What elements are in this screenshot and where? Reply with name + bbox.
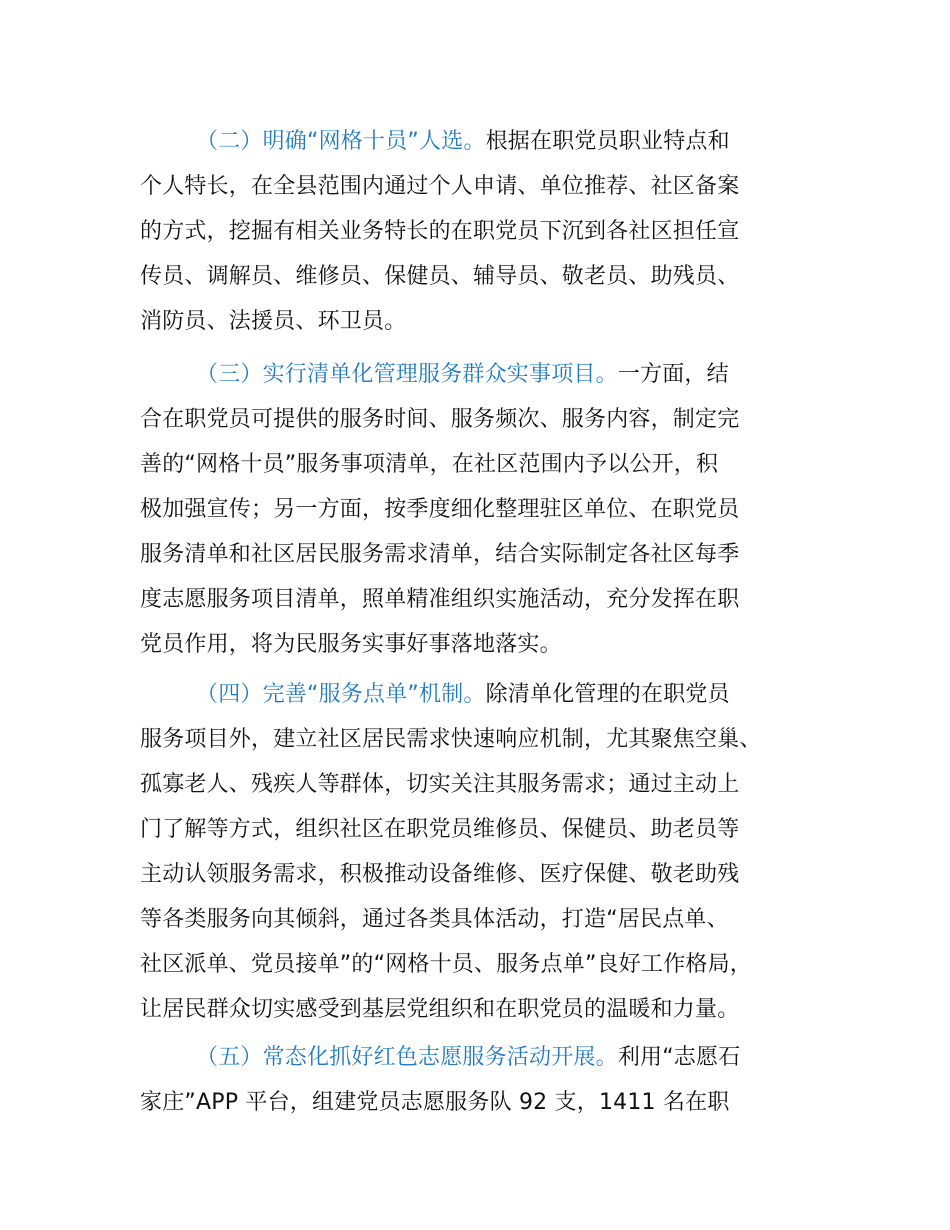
paragraph-line: 门了解等方式，组织社区在职党员维修员、保健员、助老员等 — [140, 817, 740, 842]
paragraph-text: 一方面，结 — [617, 362, 729, 387]
paragraph-line: 服务清单和社区居民服务需求清单，结合实际制定各社区每季 — [140, 542, 740, 567]
paragraph-text: 利用“志愿石 — [617, 1045, 741, 1070]
paragraph-line: 等各类服务向其倾斜，通过各类具体活动，打造“居民点单、 — [140, 907, 729, 932]
paragraph-text: 除清单化管理的在职党员 — [485, 682, 730, 707]
paragraph-heading: （二）明确“网格十员”人选。 — [196, 129, 486, 154]
paragraph-line — [140, 1035, 830, 1080]
paragraph-line: 消防员、法援员、环卫员。 — [140, 309, 407, 334]
paragraph-line: 传员、调解员、维修员、保健员、辅导员、敬老员、助残员、 — [140, 264, 740, 289]
paragraph-4 — [140, 672, 830, 1032]
paragraph-line: 让居民群众切实感受到基层党组织和在职党员的温暖和力量。 — [140, 997, 740, 1022]
paragraph-line — [140, 352, 830, 397]
paragraph-line: 极加强宣传；另一方面，按季度细化整理驻区单位、在职党员 — [140, 497, 740, 522]
paragraph-3 — [140, 352, 830, 667]
paragraph-line — [140, 672, 830, 717]
paragraph-heading: （三）实行清单化管理服务群众实事项目。 — [196, 362, 618, 387]
paragraph-heading: （五）常态化抓好红色志愿服务活动开展。 — [196, 1045, 618, 1070]
paragraph-line: 服务项目外，建立社区居民需求快速响应机制，尤其聚焦空巢、 — [140, 727, 762, 752]
paragraph-2 — [140, 119, 830, 344]
paragraph-line: 党员作用，将为民服务实事好事落地落实。 — [140, 632, 562, 657]
paragraph-line: 度志愿服务项目清单，照单精准组织实施活动，充分发挥在职 — [140, 587, 740, 612]
paragraph-line: 个人特长，在全县范围内通过个人申请、单位推荐、社区备案 — [140, 174, 740, 199]
paragraph-line: 社区派单、党员接单”的“网格十员、服务点单”良好工作格局， — [140, 952, 752, 977]
paragraph-5 — [140, 1035, 830, 1125]
paragraph-line: 合在职党员可提供的服务时间、服务频次、服务内容，制定完 — [140, 407, 740, 432]
paragraph-line: 善的“网格十员”服务事项清单，在社区范围内予以公开，积 — [140, 452, 719, 477]
paragraph-line: 的方式，挖掘有相关业务特长的在职党员下沉到各社区担任宣 — [140, 219, 740, 244]
paragraph-heading: （四）完善“服务点单”机制。 — [196, 682, 486, 707]
paragraph-line: 主动认领服务需求，积极推动设备维修、医疗保健、敬老助残 — [140, 862, 740, 887]
paragraph-line: 家庄”APP 平台，组建党员志愿服务队 92 支，1411 名在职 — [140, 1090, 730, 1115]
paragraph-line — [140, 119, 830, 164]
paragraph-line: 孤寡老人、残疾人等群体，切实关注其服务需求；通过主动上 — [140, 772, 740, 797]
paragraph-text: 根据在职党员职业特点和 — [485, 129, 730, 154]
